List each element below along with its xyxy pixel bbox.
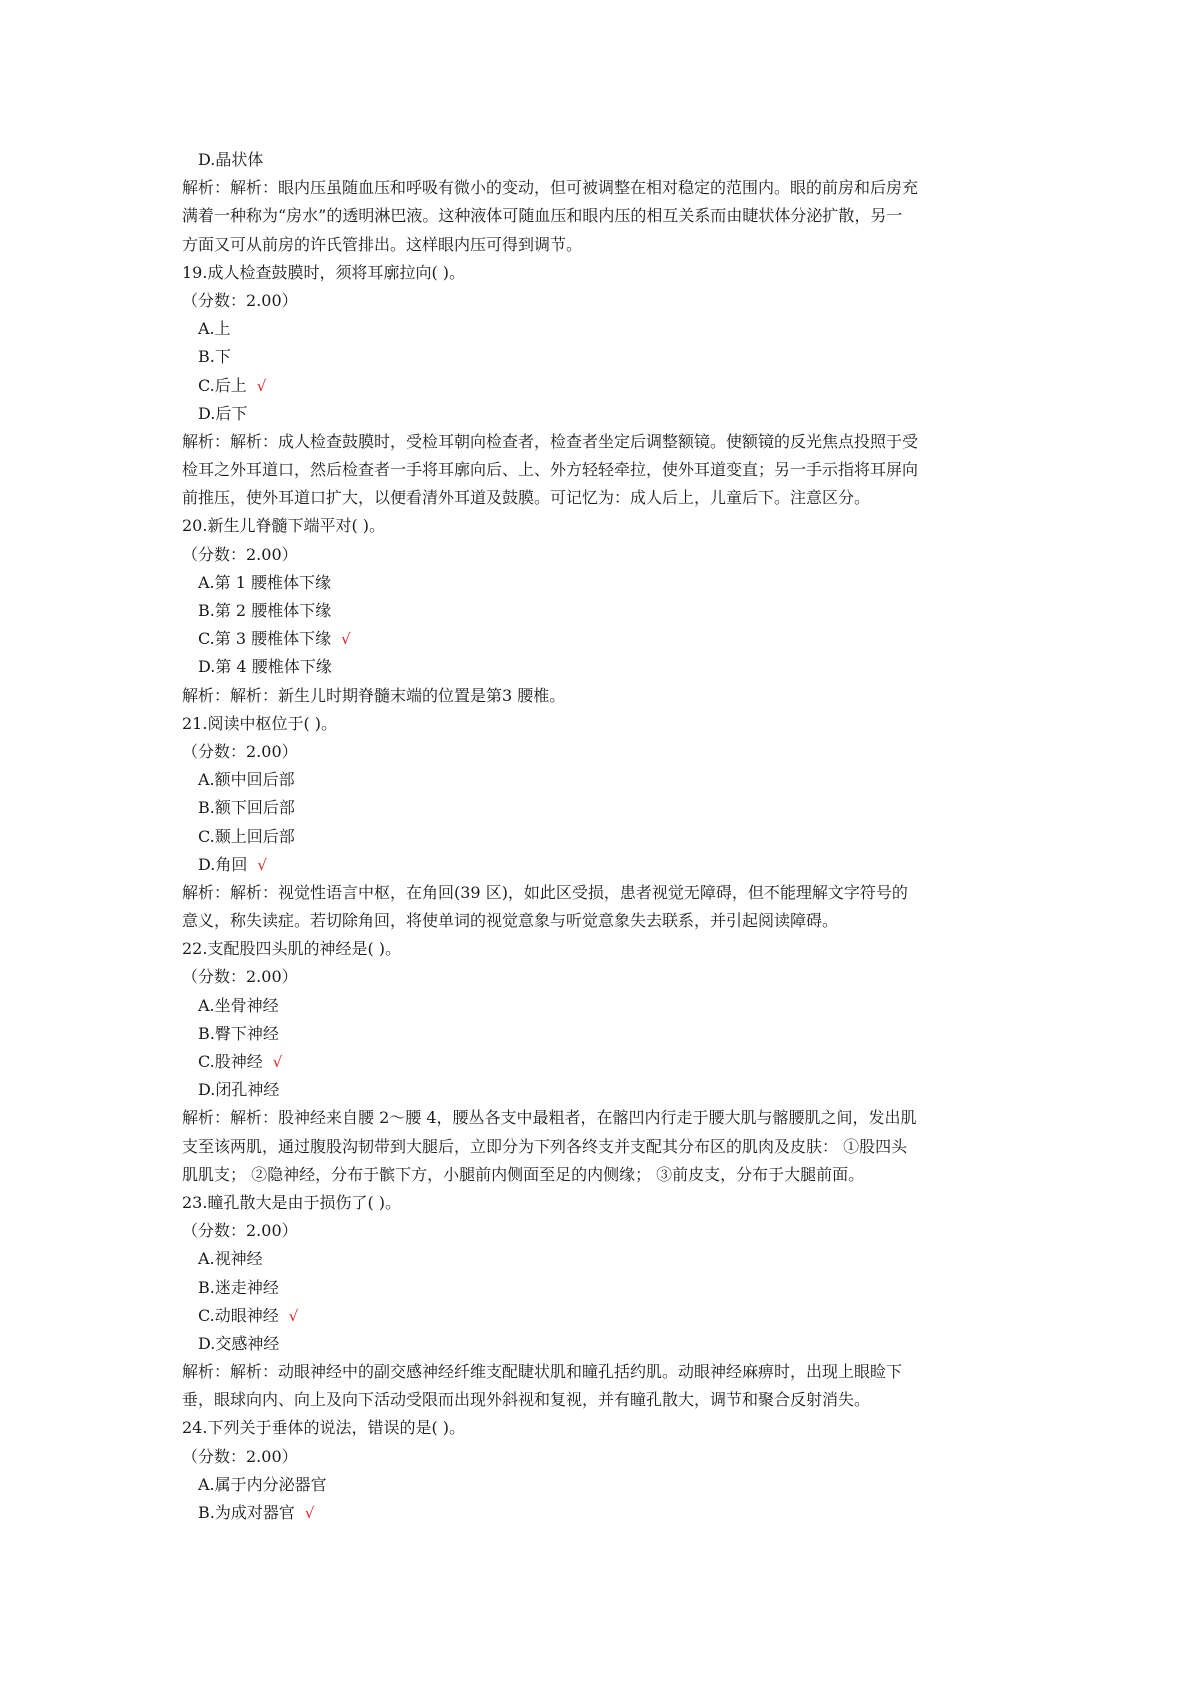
question-text: 20.新生儿脊髓下端平对( )。 bbox=[182, 516, 386, 536]
score-label bbox=[182, 1217, 1032, 1245]
option-text: D.闭孔神经 bbox=[198, 1080, 280, 1100]
explanation-line: 解析：解析：股神经来自腰 2～腰 4，腰丛各支中最粗者，在髂凹内行走于腰大肌与髂腰肌之间，发出肌 bbox=[182, 1108, 917, 1128]
answer-option bbox=[182, 146, 1032, 174]
explanation-line: 支至该两肌，通过腹股沟韧带到大腿后，立即分为下列各终支并支配其分布区的肌肉及皮肤： ①股四头 bbox=[182, 1136, 908, 1156]
explanation-line: 肌肌支； ②隐神经，分布于髌下方，小腿前内侧面至足的内侧缘； ③前皮支，分布于大腿前面。 bbox=[182, 1164, 865, 1184]
correct-check-icon: √ bbox=[256, 376, 267, 395]
explanation-line: 满着一种称为“房水”的透明淋巴液。这种液体可随血压和眼内压的相互关系而由睫状体分泌扩散，另一 bbox=[182, 206, 903, 226]
option-text: D.交感神经 bbox=[198, 1333, 280, 1353]
answer-option bbox=[182, 851, 1032, 879]
option-text: D.后下 bbox=[198, 403, 248, 423]
answer-option bbox=[182, 1274, 1032, 1302]
answer-option bbox=[182, 1302, 1032, 1330]
option-text: D.晶状体 bbox=[198, 150, 264, 169]
score-label bbox=[182, 287, 1032, 315]
option-text: C.股神经 bbox=[198, 1052, 263, 1071]
answer-option bbox=[182, 1020, 1032, 1048]
answer-option bbox=[182, 625, 1032, 653]
answer-option bbox=[182, 315, 1032, 343]
question-title bbox=[182, 512, 1032, 540]
question-text: 21.阅读中枢位于( )。 bbox=[182, 713, 338, 733]
answer-option bbox=[182, 1048, 1032, 1076]
answer-option bbox=[182, 569, 1032, 597]
explanation-line: 解析：解析：动眼神经中的副交感神经纤维支配睫状肌和瞳孔括约肌。动眼神经麻痹时，出现上眼睑下 bbox=[182, 1362, 903, 1382]
score-text: （分数：2.00） bbox=[182, 544, 298, 564]
question-title bbox=[182, 1189, 1032, 1217]
option-text: A.第 1 腰椎体下缘 bbox=[198, 572, 331, 592]
option-text: C.第 3 腰椎体下缘 bbox=[198, 629, 332, 649]
option-text: D.角回 bbox=[198, 854, 248, 874]
explanation-line: 垂，眼球向内、向上及向下活动受限而出现外斜视和复视，并有瞳孔散大，调节和聚合反射消失。 bbox=[182, 1390, 871, 1410]
correct-check-icon: √ bbox=[341, 630, 351, 649]
answer-option bbox=[182, 653, 1032, 681]
correct-check-icon: √ bbox=[257, 855, 267, 874]
option-text: A.额中回后部 bbox=[198, 770, 295, 790]
option-text: B.额下回后部 bbox=[198, 798, 295, 818]
correct-check-icon: √ bbox=[272, 1053, 283, 1071]
question-title bbox=[182, 710, 1032, 738]
option-text: C.颞上回后部 bbox=[198, 826, 295, 846]
score-text: （分数：2.00） bbox=[182, 967, 298, 987]
explanation-line: 意义，称失读症。若切除角回，将使单词的视觉意象与听觉意象失去联系，并引起阅读障碍。 bbox=[182, 911, 839, 931]
correct-check-icon: √ bbox=[304, 1504, 315, 1522]
option-text: B.下 bbox=[198, 347, 231, 367]
question-text: 19.成人检查鼓膜时，须将耳廓拉向( )。 bbox=[182, 262, 466, 282]
question-text: 23.瞳孔散大是由于损伤了( )。 bbox=[182, 1192, 402, 1212]
option-text: B.臀下神经 bbox=[198, 1023, 279, 1043]
answer-option bbox=[182, 1245, 1032, 1273]
option-text: D.第 4 腰椎体下缘 bbox=[198, 657, 332, 677]
explanation-line: 解析：解析：新生儿时期脊髓末端的位置是第3 腰椎。 bbox=[182, 685, 566, 705]
option-text: B.第 2 腰椎体下缘 bbox=[198, 601, 332, 620]
score-label bbox=[182, 738, 1032, 766]
answer-option bbox=[182, 400, 1032, 428]
option-text: A.属于内分泌器官 bbox=[198, 1474, 327, 1494]
score-text: （分数：2.00） bbox=[182, 290, 298, 310]
answer-option bbox=[182, 823, 1032, 851]
score-label bbox=[182, 963, 1032, 991]
answer-option bbox=[182, 597, 1032, 625]
answer-option bbox=[182, 1499, 1032, 1527]
option-text: B.迷走神经 bbox=[198, 1277, 279, 1297]
answer-option bbox=[182, 992, 1032, 1020]
question-text: 22.支配股四头肌的神经是( )。 bbox=[182, 939, 402, 959]
correct-check-icon: √ bbox=[288, 1306, 299, 1325]
exam-page bbox=[182, 146, 1032, 1527]
option-text: C.后上 bbox=[198, 375, 247, 395]
score-label bbox=[182, 541, 1032, 569]
question-title bbox=[182, 259, 1032, 287]
answer-option bbox=[182, 794, 1032, 822]
explanation-line: 检耳之外耳道口，然后检查者一手将耳廓向后、上、外方轻轻牵拉，使外耳道变直；另一手示指将耳屏向 bbox=[182, 460, 919, 480]
explanation-line: 解析：解析：视觉性语言中枢，在角回(39 区)，如此区受损，患者视觉无障碍，但不能理解文字符号的 bbox=[182, 882, 908, 902]
answer-option bbox=[182, 1330, 1032, 1358]
score-text: （分数：2.00） bbox=[182, 1221, 298, 1241]
score-text: （分数：2.00） bbox=[182, 1446, 298, 1466]
question-title bbox=[182, 1414, 1032, 1442]
option-text: A.视神经 bbox=[198, 1249, 263, 1269]
score-label bbox=[182, 1443, 1032, 1471]
option-text: A.上 bbox=[198, 319, 231, 339]
option-text: C.动眼神经 bbox=[198, 1305, 279, 1325]
question-title bbox=[182, 935, 1032, 963]
option-text: A.坐骨神经 bbox=[198, 995, 279, 1015]
answer-option bbox=[182, 1076, 1032, 1104]
score-text: （分数：2.00） bbox=[182, 741, 298, 761]
question-text: 24.下列关于垂体的说法，错误的是( )。 bbox=[182, 1418, 466, 1438]
answer-option bbox=[182, 343, 1032, 371]
explanation-line: 解析：解析：眼内压虽随血压和呼吸有微小的变动，但可被调整在相对稳定的范围内。眼的前房和后房充 bbox=[182, 178, 919, 198]
answer-option bbox=[182, 766, 1032, 794]
explanation-line: 解析：解析：成人检查鼓膜时，受检耳朝向检查者，检查者坐定后调整额镜。使额镜的反光焦点投照于受 bbox=[182, 431, 919, 451]
answer-option bbox=[182, 372, 1032, 400]
option-text: B.为成对器官 bbox=[198, 1503, 295, 1522]
explanation-line: 前推压，使外耳道口扩大，以便看清外耳道及鼓膜。可记忆为：成人后上，儿童后下。注意区分。 bbox=[182, 488, 871, 508]
answer-option bbox=[182, 1471, 1032, 1499]
explanation-line: 方面又可从前房的许氏管排出。这样眼内压可得到调节。 bbox=[182, 234, 583, 254]
